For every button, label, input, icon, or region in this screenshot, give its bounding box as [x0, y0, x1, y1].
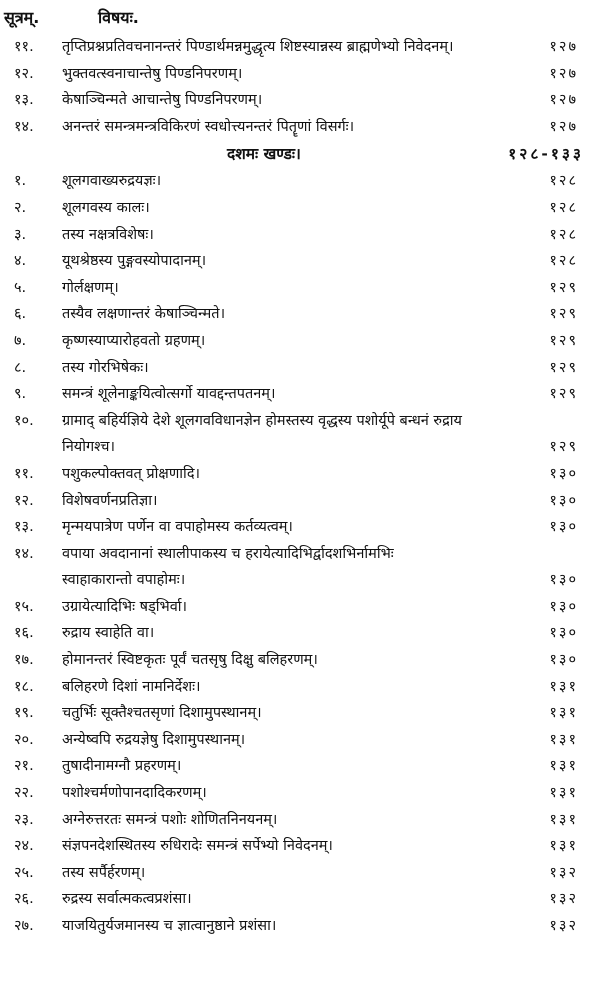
- sutra-number: ८.: [14, 359, 27, 376]
- page-number: १२९: [549, 306, 578, 323]
- list-item: [0, 620, 600, 647]
- sutra-number: ९.: [14, 386, 27, 403]
- topic-text: चतुर्भिः सूक्तैश्चतसृणां दिशामुपस्थानम्।: [62, 705, 262, 722]
- list-item: [0, 408, 600, 435]
- sutra-number: ७.: [14, 332, 27, 349]
- topic-text: बलिहरणे दिशां नामनिर्देशः।: [62, 678, 201, 695]
- page-number: १२९: [549, 279, 578, 296]
- topic-text: गोर्लक्षणम्।: [62, 279, 119, 296]
- sutra-number: २.: [14, 199, 27, 216]
- sutra-number: ३.: [14, 226, 27, 243]
- list-item: [0, 674, 600, 701]
- page-number: १२९: [549, 359, 578, 376]
- list-item: [0, 807, 600, 834]
- list-item: [0, 753, 600, 780]
- sutra-number: १५.: [14, 598, 34, 615]
- page-number: १३१: [549, 811, 578, 828]
- list-item: [0, 328, 600, 355]
- list-item: [0, 913, 600, 940]
- topic-text: अग्नेरुत्तरतः समन्त्रं पशोः शोणितनिनयनम्।: [62, 811, 278, 828]
- list-item: [0, 594, 600, 621]
- topic-text: वपाया अवदानानां स्थालीपाकस्य च हरायेत्यादिभिर्द्वादशभिर्नामभिः: [62, 545, 394, 562]
- list-item: [0, 886, 600, 913]
- sutra-number: १६.: [14, 625, 34, 642]
- list-item: [0, 248, 600, 275]
- page-number: १३१: [549, 785, 578, 802]
- page-number: १२७: [549, 39, 578, 55]
- topic-text: याजयितुर्यजमानस्य च ज्ञात्वानुष्ठाने प्रशंसा।: [62, 918, 277, 934]
- page-number: १२७: [549, 65, 578, 82]
- list-item: [0, 87, 600, 114]
- page-number: १३०: [549, 492, 578, 509]
- sutra-number: २४.: [14, 838, 34, 855]
- vishaya-column-label: विषयः.: [98, 8, 139, 27]
- page-number: १३०: [549, 598, 578, 615]
- list-item: [0, 700, 600, 727]
- list-item: [0, 195, 600, 222]
- page-number: १३२: [549, 891, 578, 908]
- index-list: [0, 34, 600, 940]
- page-number: १३१: [549, 758, 578, 775]
- list-item: [0, 833, 600, 860]
- sutra-number: १२.: [14, 492, 34, 509]
- list-item: [0, 168, 600, 195]
- page-number: १२७: [549, 118, 578, 135]
- sutra-number: १२.: [14, 65, 34, 82]
- topic-text: रुद्राय स्वाहेति वा।: [62, 625, 155, 642]
- page-number: १२८: [549, 226, 578, 243]
- topic-text: रुद्रस्य सर्वात्मकत्वप्रशंसा।: [62, 891, 192, 908]
- topic-text: मृन्मयपात्रेण पर्णेन वा वपाहोमस्य कर्तव्यत्वम्।: [62, 519, 293, 536]
- topic-text: अनन्तरं समन्त्रमन्त्रविकिरणं स्वधोत्त्यनन्तरं पितॄणां विसर्गः।: [62, 118, 355, 135]
- sutra-number: ६.: [14, 306, 27, 323]
- page-number: १२८: [549, 199, 578, 216]
- list-item: [0, 275, 600, 302]
- topic-text: केषाञ्चिन्मते आचान्तेषु पिण्डनिपरणम्।: [62, 92, 263, 109]
- page-number: १३२: [549, 918, 578, 934]
- column-header: [0, 6, 600, 30]
- topic-text: तुषादीनामग्नौ प्रहरणम्।: [62, 758, 182, 775]
- page-number: १३१: [549, 731, 578, 748]
- sutra-number: १४.: [14, 545, 34, 562]
- sutra-number: २१.: [14, 758, 34, 775]
- sutra-number: १०.: [14, 412, 34, 429]
- sutra-number: १.: [14, 173, 27, 190]
- page-number: १२८: [549, 253, 578, 270]
- list-item: [0, 222, 600, 249]
- topic-text: शूलगवस्य कालः।: [62, 199, 150, 216]
- page-number: १३०: [549, 572, 578, 589]
- topic-text: समन्त्रं शूलेनाङ्कयित्वोत्सर्गो यावद्दन्तपतनम्।: [62, 386, 276, 403]
- page-number: १३२: [549, 864, 578, 881]
- list-item: [0, 647, 600, 674]
- page-number: १२९: [549, 386, 578, 403]
- page-number: १२७: [549, 92, 578, 109]
- sutra-number: १४.: [14, 118, 34, 135]
- sutra-number: २३.: [14, 811, 34, 828]
- sutra-number: १९.: [14, 705, 34, 722]
- list-item: [0, 61, 600, 88]
- topic-text: अन्येष्वपि रुद्रयज्ञेषु दिशामुपस्थानम्।: [62, 731, 246, 748]
- list-item-continuation: [0, 434, 600, 461]
- sutra-column-label: सूत्रम्.: [4, 8, 40, 27]
- list-item: [0, 34, 600, 61]
- sutra-number: २७.: [14, 918, 34, 934]
- topic-text-continuation: स्वाहाकारान्तो वपाहोमः।: [62, 572, 186, 589]
- page-number: १२९: [549, 332, 578, 349]
- sutra-number: १७.: [14, 652, 34, 669]
- list-item: [0, 301, 600, 328]
- sutra-number: १३.: [14, 519, 34, 536]
- topic-text: पशोश्चर्मणोपानदादिकरणम्।: [62, 785, 207, 802]
- page-number: १३०: [549, 465, 578, 482]
- topic-text: शूलगवाख्यरुद्रयज्ञः।: [62, 173, 162, 190]
- list-item: [0, 461, 600, 488]
- sutra-number: ११.: [14, 39, 34, 55]
- sutra-number: १३.: [14, 92, 34, 109]
- topic-text: तस्य गोरभिषेकः।: [62, 359, 149, 376]
- page-number: १३०: [549, 625, 578, 642]
- topic-text: उग्रायेत्यादिभिः षड्भिर्वा।: [62, 598, 188, 615]
- topic-text: पशुकल्पोक्तवत् प्रोक्षणादि।: [62, 465, 201, 482]
- topic-text: संज्ञपनदेशस्थितस्य रुधिरादेः समन्त्रं सर्पेभ्यो निवेदनम्।: [62, 838, 333, 855]
- list-item: [0, 780, 600, 807]
- topic-text: तृप्तिप्रश्नप्रतिवचनानन्तरं पिण्डार्थमन्नमुद्धृत्य शिष्टस्यान्नस्य ब्राह्मणेभ्यो निवेदनम्।: [62, 39, 454, 55]
- section-heading: [0, 140, 600, 168]
- list-item: [0, 488, 600, 515]
- topic-text: कृष्णस्याप्यारोहवतो ग्रहणम्।: [62, 332, 206, 349]
- list-item-continuation: [0, 567, 600, 594]
- list-item: [0, 860, 600, 887]
- section-page-range: १२८-१३३: [508, 145, 584, 164]
- section-title: दशमः खण्डः।: [227, 145, 301, 164]
- topic-text-continuation: नियोगश्च।: [62, 439, 115, 456]
- list-item: [0, 727, 600, 754]
- page-number: १२८: [549, 173, 578, 190]
- list-item: [0, 355, 600, 382]
- sutra-number: २५.: [14, 864, 34, 881]
- page-number: १३१: [549, 705, 578, 722]
- sutra-number: २०.: [14, 731, 34, 748]
- topic-text: यूथश्रेष्ठस्य पुङ्गवस्योपादानम्।: [62, 253, 207, 270]
- list-item: [0, 541, 600, 568]
- page-number: १३०: [549, 519, 578, 536]
- topic-text: विशेषवर्णनप्रतिज्ञा।: [62, 492, 158, 509]
- topic-text: भुक्तवत्स्वनाचान्तेषु पिण्डनिपरणम्।: [62, 65, 243, 82]
- sutra-number: ४.: [14, 253, 27, 270]
- topic-text: तस्य नक्षत्रविशेषः।: [62, 226, 154, 243]
- page-number: १३१: [549, 678, 578, 695]
- page-number: १३१: [549, 838, 578, 855]
- list-item: [0, 514, 600, 541]
- list-item: [0, 114, 600, 141]
- page-number: १२९: [549, 439, 578, 456]
- topic-text: तस्य सर्पैर्हरणम्।: [62, 864, 146, 881]
- topic-text: ग्रामाद् बहिर्यज्ञिये देशे शूलगवविधानज्ञेन होमस्तस्य वृद्धस्य पशोर्यूपे बन्धनं रुद्राय: [62, 412, 462, 429]
- page-number: १३०: [549, 652, 578, 669]
- topic-text: तस्यैव लक्षणान्तरं केषाञ्चिन्मते।: [62, 306, 226, 323]
- sutra-number: १८.: [14, 678, 34, 695]
- sutra-number: ५.: [14, 279, 27, 296]
- sutra-number: २२.: [14, 785, 34, 802]
- topic-text: होमानन्तरं स्विष्टकृतः पूर्वं चतसृषु दिक्षु बलिहरणम्।: [62, 652, 318, 669]
- list-item: [0, 381, 600, 408]
- sutra-number: ११.: [14, 465, 34, 482]
- sutra-number: २६.: [14, 891, 34, 908]
